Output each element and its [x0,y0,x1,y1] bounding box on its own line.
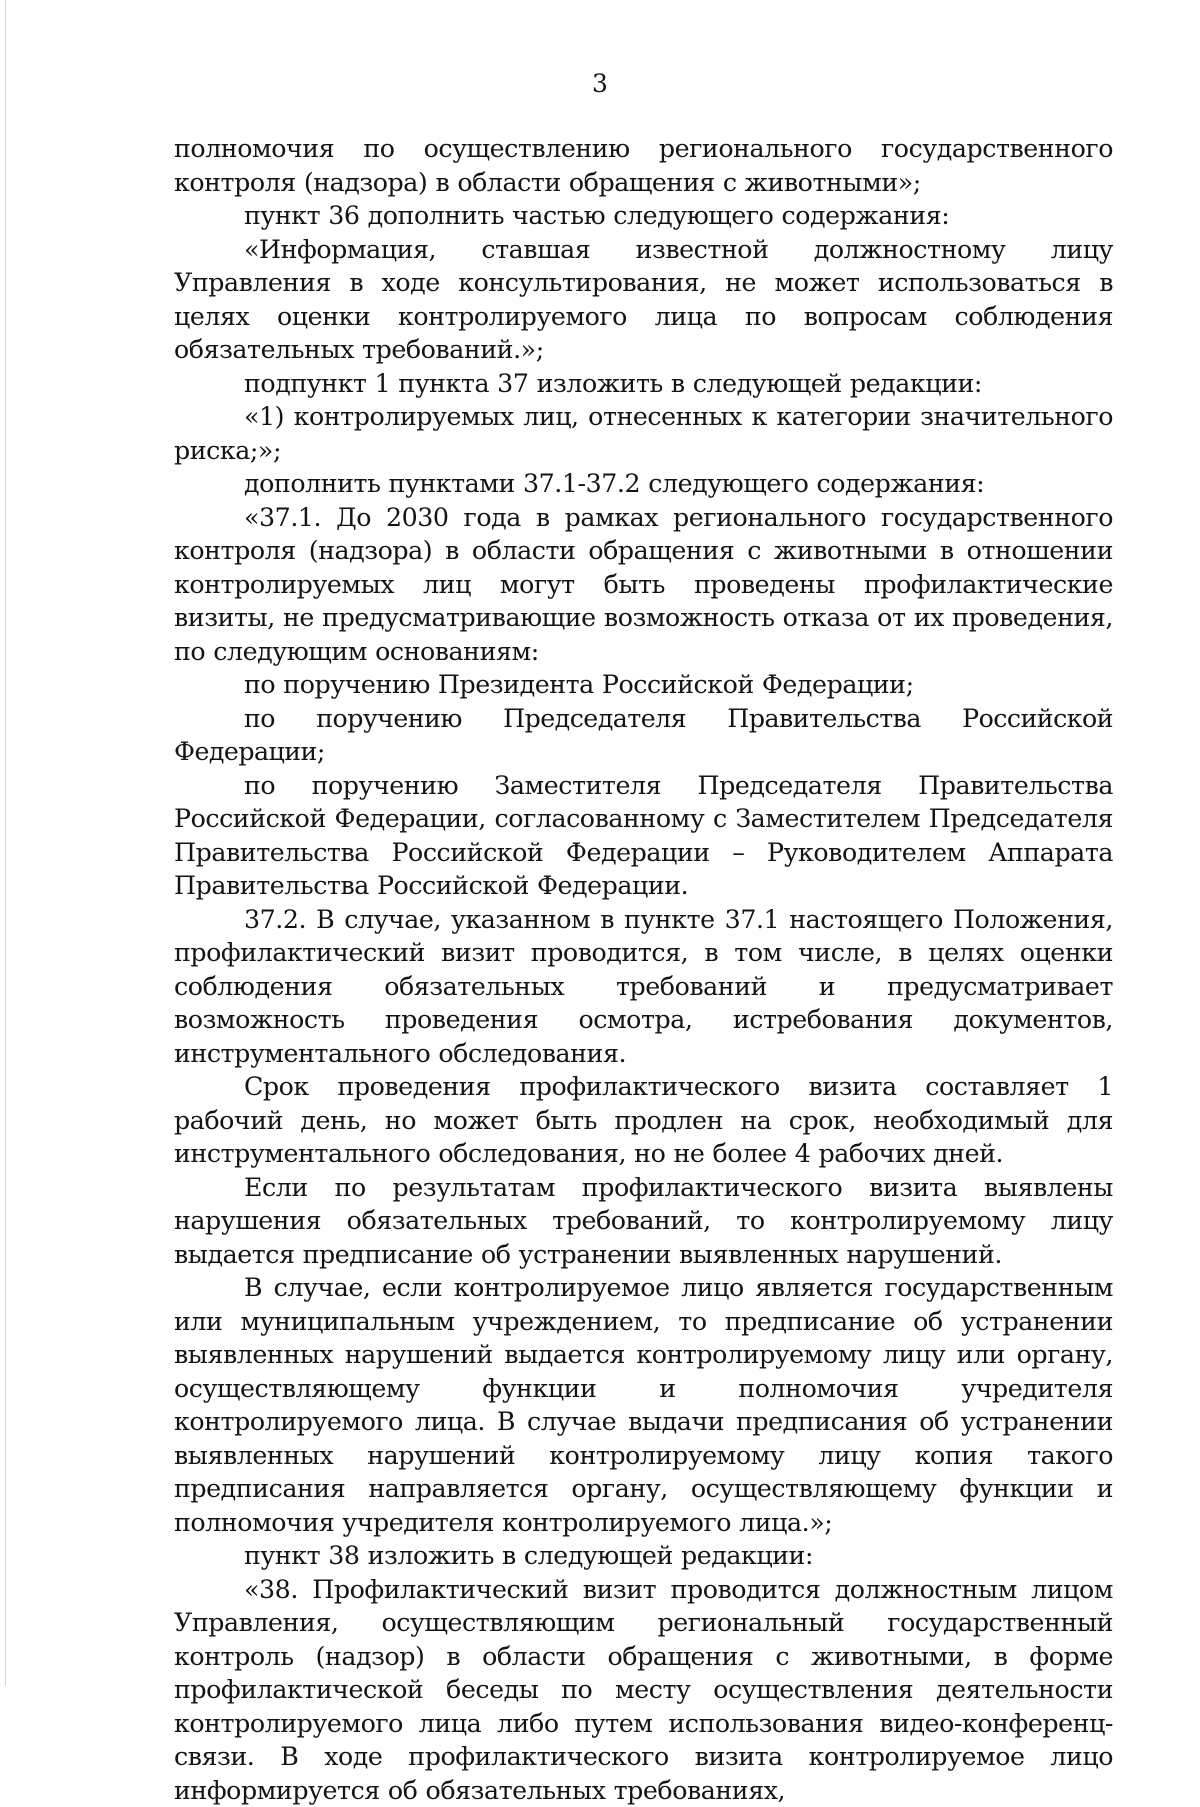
paragraph-visit-term: Срок проведения профилактического визита составляет 1 рабочий день, но может быть продлен на срок, необходимый для инструментального обследования, но не более 4 рабочих дней. [174,1070,1113,1171]
paragraph-add-items: дополнить пунктами 37.1-37.2 следующего содержания: [174,467,1113,501]
document-body [174,132,1113,1807]
paragraph-item-36: пункт 36 дополнить частью следующего содержания: [174,199,1113,233]
paragraph-quote-risk: «1) контролируемых лиц, отнесенных к категории значительного риска;»; [174,400,1113,467]
paragraph-deputy-chairman: по поручению Заместителя Председателя Правительства Российской Федерации, согласованному с Заместителем Председателя Правительства Российской Федерации – Руководителем Аппарата Правительства Российской Федерации. [174,769,1113,903]
paragraph-quote-information: «Информация, ставшая известной должностному лицу Управления в ходе консультирования, не может использоваться в целях оценки контролируемого лица по вопросам соблюдения обязательных требований.»; [174,233,1113,367]
paragraph-quote-38: «38. Профилактический визит проводится должностным лицом Управления, осуществляющим региональный государственный контроль (надзор) в области обращения с животными, в форме профилактической беседы по месту осуществления деятельности контролируемого лица либо путем использования видео-конференц-связи. В ходе профилактического визита контролируемое лицо информируется об обязательных требованиях, [174,1573,1113,1807]
scan-edge-line [5,0,6,1686]
paragraph-item-38: пункт 38 изложить в следующей редакции: [174,1539,1113,1573]
paragraph-item-37-2: 37.2. В случае, указанном в пункте 37.1 настоящего Положения, профилактический визит проводится, в том числе, в целях оценки соблюдения обязательных требований и предусматривает возможность проведения осмотра, истребования документов, инструментального обследования. [174,903,1113,1071]
paragraph-chairman: по поручению Председателя Правительства Российской Федерации; [174,702,1113,769]
paragraph-president: по поручению Президента Российской Федерации; [174,668,1113,702]
page-number: 3 [0,68,1200,100]
paragraph-item-37-1: «37.1. До 2030 года в рамках регионального государственного контроля (надзора) в области обращения с животными в отношении контролируемых лиц могут быть проведены профилактические визиты, не предусматривающие возможность отказа от их проведения, по следующим основаниям: [174,501,1113,669]
paragraph-violations: Если по результатам профилактического визита выявлены нарушения обязательных требований, то контролируемому лицу выдается предписание об устранении выявленных нарушений. [174,1171,1113,1272]
paragraph-continuation: полномочия по осуществлению регионального государственного контроля (надзора) в области обращения с животными»; [174,132,1113,199]
paragraph-subitem-37: подпункт 1 пункта 37 изложить в следующей редакции: [174,367,1113,401]
paragraph-institution-case: В случае, если контролируемое лицо является государственным или муниципальным учреждением, то предписание об устранении выявленных нарушений выдается контролируемому лицу или органу, осуществляющему функции и полномочия учредителя контролируемого лица. В случае выдачи предписания об устранении выявленных нарушений контролируемому лицу копия такого предписания направляется органу, осуществляющему функции и полномочия учредителя контролируемого лица.»; [174,1271,1113,1539]
